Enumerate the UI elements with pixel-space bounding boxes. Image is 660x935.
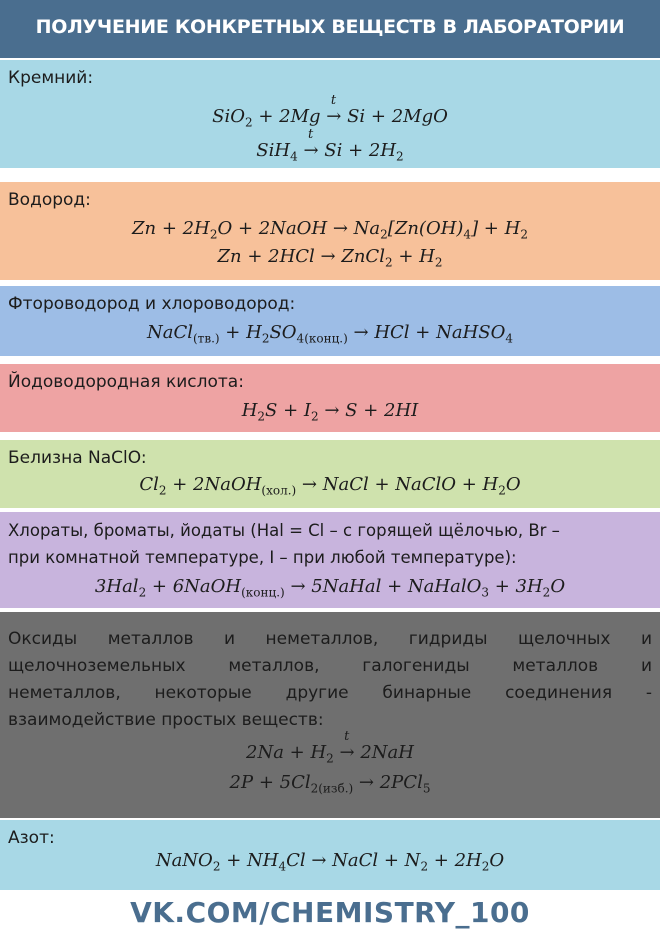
section-heading-line: неметаллов, некоторые другие бинарные соединения - <box>8 683 652 703</box>
equation-halates: 3Hal$_2$ + 6NaOH$_{(конц.)}$ → 5NaHal + NaHalO$_3$ + $3H_2O$ <box>94 576 566 600</box>
section-nitrogen <box>0 818 660 890</box>
section-hydrogen <box>0 180 660 280</box>
heat-arrow: t → <box>339 729 355 763</box>
footer <box>0 890 660 935</box>
section-heading: Азот: <box>8 828 55 848</box>
equation-hf-hcl: NaCl$_{(тв.)}$ + $H_2SO_{4(конц.)}$ → HCl + NaHSO$_4$ <box>146 322 513 346</box>
section-heading-line: щелочноземельных металлов, галогениды металлов и <box>8 656 652 676</box>
header-banner <box>0 0 660 58</box>
section-heading-line: при комнатной температуре, I – при любой температуре): <box>8 548 517 567</box>
section-hf-hcl <box>0 284 660 356</box>
equation-silicon-2: SiH$_4$ t → $Si + 2H_2$ <box>256 127 404 164</box>
section-heading: Белизна NaClO: <box>8 448 147 468</box>
equation-silicon-1: SiO$_2$ + 2Mg t → Si + 2MgO <box>212 93 448 130</box>
section-heading: Кремний: <box>8 68 94 88</box>
source-link[interactable]: VK.COM/CHEMISTRY_100 <box>130 896 530 929</box>
section-hi <box>0 362 660 432</box>
section-heading-line: Оксиды металлов и неметаллов, гидриды щелочных и <box>8 629 652 649</box>
equation-binary-1: $2Na + H_2$ t → 2NaH <box>246 729 414 766</box>
section-halates <box>0 510 660 608</box>
section-heading: Водород: <box>8 190 91 210</box>
section-bleach <box>0 438 660 508</box>
section-silicon <box>0 58 660 168</box>
section-heading: Йодоводородная кислота: <box>8 372 244 392</box>
section-heading-line: Хлораты, броматы, йодаты (Hal = Cl – с горящей щёлочью, Br – <box>8 521 560 540</box>
heat-arrow: t → <box>303 127 319 161</box>
equation-hydrogen-1: $Zn + 2H_2O$ + 2NaOH → $Na_2[Zn(OH)_4] + H_2$ <box>132 218 528 242</box>
equation-bleach: $Cl_2$ + 2NaOH$_{(хол.)}$ → NaCl + NaClO + $H_2O$ <box>139 474 521 498</box>
section-heading-line: взаимодействие простых веществ: <box>8 710 324 730</box>
heat-arrow: t → <box>326 93 342 127</box>
page-title: ПОЛУЧЕНИЕ КОНКРЕТНЫХ ВЕЩЕСТВ В ЛАБОРАТОРИИ <box>35 16 625 38</box>
section-heading: Фтороводород и хлороводород: <box>8 294 296 314</box>
section-binary <box>0 610 660 818</box>
equation-nitrogen: NaNO$_2$ + $NH_4Cl$ → NaCl + $N_2 + 2H_2O$ <box>155 850 505 874</box>
equation-binary-2: $2P + 5Cl_{2(изб.)} \to 2PCl_5$ <box>229 772 431 796</box>
equation-hydrogen-2: Zn + 2HCl → ZnCl$_2$ + $H_2$ <box>217 246 443 270</box>
equation-hi: $H_2S + I_2 \to S + 2HI$ <box>241 400 419 424</box>
